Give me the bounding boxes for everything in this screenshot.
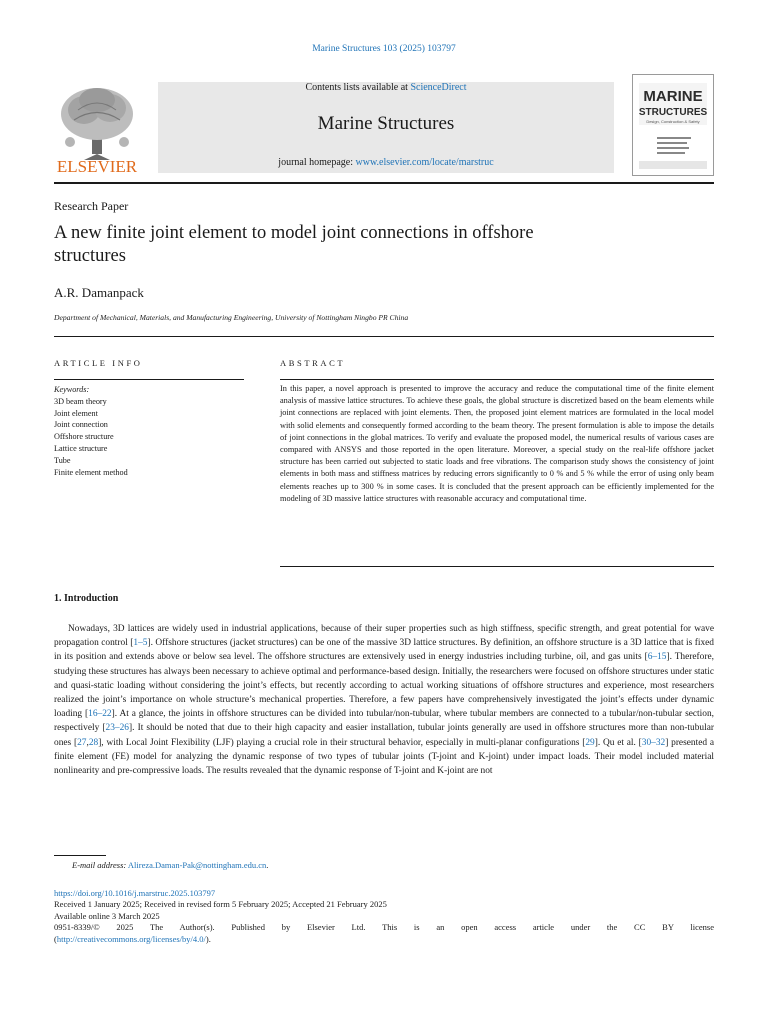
- abstract-underline: [280, 379, 714, 380]
- reference-link[interactable]: 1–5: [133, 638, 148, 649]
- article-info-divider: [54, 336, 714, 337]
- intro-text: ]. It should be noted that due to their high capacity and easier installation, tubular joints generally are used in offshore structures more than non-tubular ones [: [54, 723, 714, 748]
- intro-text: ]. Qu et al. [: [594, 737, 642, 748]
- introduction-heading: 1. Introduction: [54, 593, 119, 604]
- email-footnote: [72, 860, 268, 870]
- journal-cover-icon: [633, 75, 713, 175]
- intro-text: ]. At a glance, the joints in offshore structures can be divided into tubular/non-tubular, where tubular members are connected to a tubular/non-tubular section, respectively [: [54, 709, 714, 734]
- intro-text: Nowadays, 3D lattices are widely used in industrial applications, because of their super properties such as high stiffness, specific strength, and great potential for wave propagation control [: [54, 624, 714, 649]
- received-history: Received 1 January 2025; Received in revised form 5 February 2025; Accepted 21 February 2025: [54, 899, 387, 910]
- svg-text:ELSEVIER: ELSEVIER: [56, 157, 138, 176]
- tree-of-knowledge-icon: [54, 80, 140, 176]
- homepage-line: [158, 157, 614, 168]
- introduction-paragraph: [54, 622, 714, 778]
- contents-line: [158, 82, 614, 93]
- reference-link[interactable]: 6–15: [647, 652, 667, 663]
- contents-prefix: Contents lists available at: [305, 82, 411, 93]
- abstract-text: In this paper, a novel approach is presented to improve the accuracy and reduce the computational time of the finite element analysis of massive lattice structures. To achieve these goals, the global structure is discretized based on the beam elements while joint connections are replaced with joint elements. Then, the proposed joint element matrices are formulated in the local model with solid elements and consequently formed according to the beam theory. The present formulation is able to impose the details of joint connections in the global matrices. To verify and evaluate the proposed model, the numerical results of various cases are compared with ANSYS and those reported in the open literature. Moreover, a special study on the real-life offshore jacket structure has been carried out subjected to static loads and free vibrations. The comparison study shows the consistency of joint elements in both mass and stiffness matrices by reducing errors significantly to 0 % and 5 % while the error of using only beam elements reaches up to 300 % in some cases. It is concluded that the present approach can be efficiently implemented for the modeling of 3D massive lattice structures with reasonable accuracy and computational time.: [280, 384, 714, 503]
- keyword-item: Joint element: [54, 408, 98, 418]
- article-info-heading: ARTICLE INFO: [54, 358, 143, 368]
- doi-link[interactable]: https://doi.org/10.1016/j.marstruc.2025.103797: [54, 888, 216, 898]
- publication-info: [54, 888, 714, 945]
- author-affiliation: Department of Mechanical, Materials, and Manufacturing Engineering, University of Nottingham Ningbo PR China: [54, 313, 409, 322]
- article-title: A new finite joint element to model joint connections in offshore structures: [54, 223, 534, 266]
- intro-text: ], with Local Joint Flexibility (LJF) playing a crucial role in their structural behavior, especially in multi-planar configurations [: [98, 737, 586, 748]
- homepage-prefix: journal homepage:: [278, 157, 356, 168]
- journal-citation-link[interactable]: Marine Structures 103 (2025) 103797: [312, 44, 456, 54]
- license-open: (: [54, 933, 57, 944]
- keyword-item: 3D beam theory: [54, 396, 107, 406]
- svg-text:MARINE: MARINE: [643, 88, 703, 105]
- email-label: E-mail address:: [72, 860, 127, 870]
- reference-link[interactable]: 28: [88, 737, 99, 748]
- email-suffix: .: [266, 860, 269, 870]
- reference-link[interactable]: 16–22: [88, 709, 112, 720]
- footnote-divider: [54, 855, 106, 856]
- keyword-item: Lattice structure: [54, 443, 108, 453]
- intro-text: ] presented a finite element (FE) model for analyzing the dynamic response of two types of tubular joints (T-joint and K-joint) under impact loads. Their model included material nonlinearity and pre-compressive loads. The results revealed that the dynamic response of T-joint and K-joint are not: [54, 737, 714, 777]
- reference-link[interactable]: 30–32: [641, 737, 666, 748]
- journal-cover-image[interactable]: [632, 74, 714, 176]
- author-email-link[interactable]: Alireza.Daman-Pak@nottingham.edu.cn: [127, 860, 267, 870]
- intro-text: ]. Therefore, studying these structures has always been necessary to achieve optimal and performance-based design. Initially, the researchers were focused on offshore structures under static and quasi-static loading without considering the joint’s effects, but recently according to actual working situations of offshore structures and experience, most researchers realized the joint’s importance on whole structure’s mechanical properties. Therefore, a few papers have comprehensively investigated the joint’s effects under dynamic loading [: [54, 652, 714, 720]
- reference-link[interactable]: 29: [585, 737, 595, 748]
- license-line: 0951-8339/© 2025 The Author(s). Published by Elsevier Ltd. This is an open access article under the CC BY license: [54, 922, 714, 933]
- header-divider: [54, 182, 714, 184]
- license-link[interactable]: http://creativecommons.org/licenses/by/4.0/: [56, 933, 206, 944]
- journal-homepage-link[interactable]: www.elsevier.com/locate/marstruc: [355, 157, 494, 168]
- license-close: ).: [205, 933, 211, 944]
- reference-link[interactable]: 27: [77, 737, 87, 748]
- reference-link[interactable]: 23–26: [105, 723, 129, 734]
- article-type: Research Paper: [54, 199, 129, 213]
- license-url-line: [54, 934, 714, 945]
- keywords-label: Keywords:: [54, 385, 90, 394]
- available-online: Available online 3 March 2025: [54, 910, 160, 921]
- journal-title: Marine Structures: [317, 113, 455, 134]
- keyword-item: Offshore structure: [54, 432, 114, 442]
- sciencedirect-link[interactable]: ScienceDirect: [410, 82, 467, 93]
- abstract-heading: ABSTRACT: [280, 358, 346, 368]
- svg-text:Design, Construction & Safety: Design, Construction & Safety: [646, 119, 700, 124]
- intro-text: ,: [86, 737, 89, 748]
- intro-text: ]. Offshore structures (jacket structures) can be one of the massive 3D lattice structures. By definition, an offshore structure is a 3D lattice that is fixed in its position and extends above or below sea level. The offshore structures are extensively used in energy industries including turbine, oil, and gas units [: [54, 638, 714, 663]
- keywords-list: [54, 384, 244, 478]
- keyword-item: Joint connection: [54, 420, 108, 430]
- svg-text:STRUCTURES: STRUCTURES: [638, 107, 708, 118]
- article-info-underline: [54, 379, 244, 380]
- author-name[interactable]: A.R. Damanpack: [54, 285, 144, 300]
- keyword-item: Finite element method: [54, 467, 128, 477]
- abstract-bottom-divider: [280, 566, 714, 567]
- elsevier-logo[interactable]: [54, 80, 140, 176]
- keyword-item: Tube: [54, 455, 71, 465]
